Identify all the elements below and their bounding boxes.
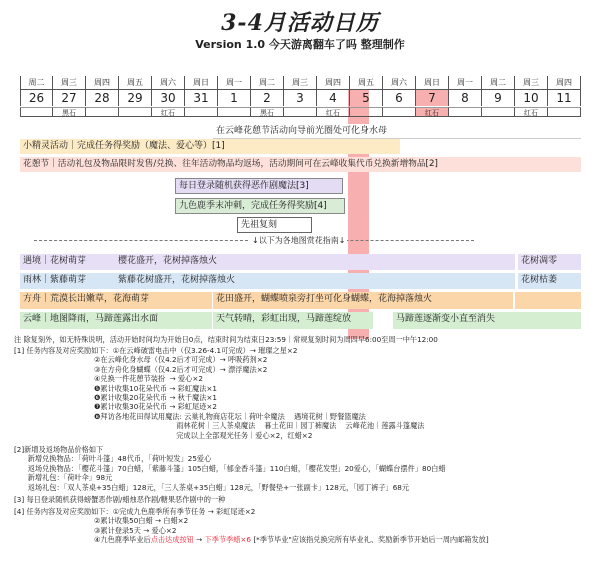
date-cell: 28 [86,89,119,106]
deer-season-bar: 九色鹿季末冲刺，完成任务得奖励[4] [175,198,345,214]
notes-3: [3] 每日登录随机获得螃蟹恶作剧/蜡烛恶作剧/糖果恶作剧中的一种 [14,495,226,504]
weekday-row [20,76,581,89]
note-cell: 红石 [317,107,350,117]
map-wasteland-row-a: 方舟｜荒漠长出嫩草，花海萌芽 [20,292,212,309]
weekday-cell: 周一 [449,76,482,89]
spirit-activity-bar: 小精灵活动｜完成任务得奖励（魔法、爱心等）[1] [20,139,400,154]
date-cell: 29 [119,89,152,106]
flower-festival-bar: 花憩节｜活动礼包及物品限时发售/兑换、往年活动物品均返场，活动期间可在云峰收集代币兑换新增物品[2] [20,157,581,172]
weekday-cell: 周四 [548,76,581,89]
weekday-cell: 周四 [86,76,119,89]
notes-2: [2]新增及返场物品价格如下 新增兑换物品：「荷叶斗篷」48代币，「荷叶短发」25爱心 返场兑换物品：「樱花斗篷」70白蜡，「紫藤斗篷」105白蜡，「郁金香斗篷」110白蜡，「樱花发型」20爱心，「蝴蝶台摆件」80白蜡 新增礼包：「荷叶伞」98元 返场礼包：「双人茶桌+35白蜡」128元，「三人茶桌+35白蜡」128元，「野餐垫+一张副卡」128元，「园丁裤子」68元 [14,445,446,492]
note-row [20,107,581,117]
ancestor-rerun-bar: 先祖复刻 [237,217,312,233]
weekday-cell: 周日 [185,76,218,89]
weekday-cell: 周二 [251,76,284,89]
page-title: 3-4月活动日历 [221,10,379,36]
date-cell: 2 [251,89,284,106]
notes-4 [14,507,489,545]
date-cell: 30 [152,89,185,106]
note-cell: 红石 [152,107,185,117]
note-cell: 红石 [416,107,449,117]
date-cell: 3 [284,89,317,106]
separator-label: ↓以下为各地图赏花指南↓ [252,236,346,245]
weekday-cell: 周五 [350,76,383,89]
date-cell: 9 [482,89,515,106]
note-cell [86,107,119,117]
weekday-cell: 周五 [119,76,152,89]
weekday-cell: 周六 [383,76,416,89]
notes-4-reward: 下季节季蜡×6 [204,535,252,545]
map-forest-row-c: 花树枯萎 [518,273,581,289]
weekday-cell: 周日 [416,76,449,89]
date-cell: 6 [383,89,416,106]
map-peaks-row-a: 云峰｜地图降雨，马蹄莲露出水面 [20,312,212,329]
map-isle-row-b: 樱花盛开，花树掉落烛火 [115,254,515,270]
date-cell: 4 [317,89,350,106]
jellyfish-bar: 在云峰花憩节活动向导前光圈处可化身水母 [213,124,581,139]
note-cell [119,107,152,117]
weekday-cell: 周三 [515,76,548,89]
notes-intro: 注 除复刻外，如无特殊说明，活动开始时间均为开始日0点，结束时间为结束日23:59｜常规复刻时间为周四早6:00至周一中午12:00 [14,335,438,344]
notes-4-arrow: → [193,535,205,545]
weekday-cell: 周一 [218,76,251,89]
note-cell: 红石 [515,107,548,117]
date-cell: 11 [548,89,581,106]
date-cell: 10 [515,89,548,106]
login-magic-bar: 每日登录随机获得恶作剧魔法[3] [175,178,343,194]
note-cell [383,107,416,117]
note-cell [185,107,218,117]
map-isle-row-c: 花树凋零 [518,254,581,270]
map-forest-row-b: 紫藤花树盛开，花树掉落烛火 [115,273,515,289]
note-cell [482,107,515,117]
date-row [20,89,581,106]
notes-4-footnote: [*季节毕业"应该指兑换完所有毕业礼、奖励新季节开始后一周内邮箱发放] [253,535,489,545]
note-cell [20,107,53,117]
note-cell [548,107,581,117]
map-peaks-row-b: 天气转晴，彩虹出现，马蹄莲绽放 [213,312,373,329]
date-cell: 7 [416,89,449,106]
date-cell: 5 [350,89,383,106]
note-cell: 黑石 [53,107,86,117]
date-cell: 26 [20,89,53,106]
weekday-cell: 周二 [482,76,515,89]
note-cell [218,107,251,117]
map-isle-row-a: 遇境｜花树萌芽 [20,254,115,270]
map-wasteland-row-c [515,292,581,309]
note-cell [449,107,482,117]
map-forest-row-a: 雨林｜紫藤萌芽 [20,273,115,289]
page-subtitle: Version 1.0 今天游离翻车了吗 整理制作 [195,38,405,51]
weekday-cell: 周三 [284,76,317,89]
notes-1: [1] 任务内容及对应奖励如下：①在云峰破雷电击中（仅3.26-4.1可完成）→ 璀璨之星×2 ②在云峰化身水母（仅4.2后才可完成）→ 呼吸药剂×2 ③在方舟化身蝴蝶（仅4.2后才可完成）→ 漂浮魔法×2 ④兑换一件花憩节装扮 → 爱心×2 ❺累计收集10花朵代币 → 彩虹魔法×1 ❻累计收集20花朵代币 → 秋千魔法×1 ❼累计收集30花朵代币 → 彩虹尾迹×2 ❽拜访各地花田得试用魔法: 云巢礼物商店花坛｜荷叶伞魔法 遇境花树｜野餐篮魔法 雨林花树｜三人茶桌魔法 暮土花田｜园丁裤魔法 云峰花池｜莲露斗篷魔法 完成以上全部观光任务｜爱心×2，红蜡×2 [14,346,425,440]
date-cell: 31 [185,89,218,106]
note-cell [284,107,317,117]
map-peaks-row-c: 马蹄莲逐渐变小直至消失 [393,312,581,329]
date-cell: 27 [53,89,86,106]
date-cell: 1 [218,89,251,106]
weekday-cell: 周三 [53,76,86,89]
weekday-cell: 周二 [20,76,53,89]
note-cell: 黑石 [251,107,284,117]
date-cell: 8 [449,89,482,106]
map-wasteland-row-b: 花田盛开，蝴蝶喷泉旁打坐可化身蝴蝶，花海掉落烛火 [213,292,513,309]
note-cell [350,107,383,117]
weekday-cell: 周四 [317,76,350,89]
notes-4-button-hint: 点击达成按钮 [150,535,194,545]
weekday-cell: 周六 [152,76,185,89]
notes-4-text: [4] 任务内容及对应奖励如下：①完成九色鹿季所有季节任务 → 彩虹尾迹×2 ②累计收集50白蜡 → 白蜡×2 ③累计登录5天 → 爱心×2 ④九色鹿季毕业后 [14,507,256,545]
